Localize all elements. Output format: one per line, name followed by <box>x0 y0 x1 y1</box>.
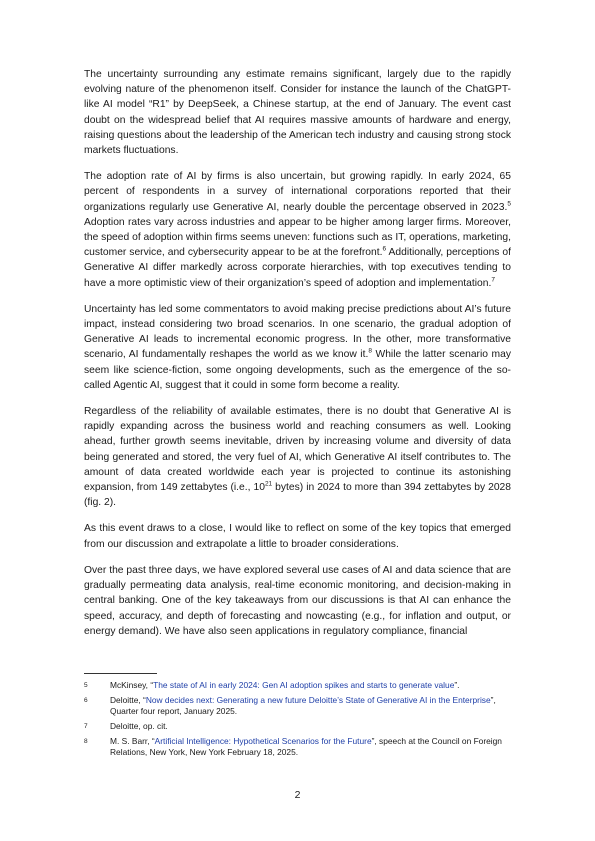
exponent: 21 <box>264 480 273 488</box>
footnote-8 <box>84 736 511 758</box>
footnote-number: 6 <box>84 697 88 704</box>
footnotes <box>84 680 511 762</box>
footnote-6 <box>84 695 511 717</box>
footnote-number: 7 <box>84 723 88 730</box>
paragraph-text: Adoption rates vary across industries and appear to be higher among larger firms. Moreover, the speed of adoption within firms seems uneven: functions such as IT, operations, marketing, customer service, and cybersecurity appear to be at the forefront. <box>84 216 511 259</box>
paragraph-text: Additionally, perceptions of Generative AI differ markedly across corporate hierarchies, with top executives tending to have a more optimistic view of their organization’s speed of adoption and implementation. <box>84 247 511 289</box>
footnote-text <box>110 680 511 691</box>
footnote-ref-6[interactable]: 6 <box>382 245 387 253</box>
footnote-separator <box>84 673 157 674</box>
footnote-7 <box>84 721 511 732</box>
paragraph-scenarios <box>84 302 511 393</box>
footnote-text <box>110 736 511 758</box>
footnote-suffix: ”. <box>454 680 460 690</box>
footnote-text <box>110 721 511 732</box>
page-number: 2 <box>294 789 301 801</box>
paragraph-deepseek: The uncertainty surrounding any estimate remains significant, largely due to the rapidly evolving nature of the phenomenon itself. Consider for instance the launch of the ChatGPT-like AI model “R1” by DeepSeek, a Chinese startup, at the end of January. The event cast doubt on the widespread belief that AI requires massive amounts of hardware and energy, raising questions about the leadership of the American tech industry and causing strong stock markets fluctuations. <box>84 69 511 157</box>
footnote-prefix: M. S. Barr, “ <box>110 736 155 746</box>
footnote-link[interactable]: The state of AI in early 2024: Gen AI adoption spikes and starts to generate value <box>153 680 455 690</box>
paragraph-text: Uncertainty has led some commentators to avoid making precise predictions about AI’s future impact, instead considering two broad scenarios. In one scenario, the gradual adoption of Generative AI leads to incremental economic progress. In the other, more transformative scenario, AI fundamentally reshapes the world as we know it. <box>84 303 511 361</box>
paragraph-adoption-rate <box>84 169 511 291</box>
paragraph-data-growth <box>84 404 511 510</box>
footnote-suffix: ”, Quarter four report, January 2025. <box>110 695 496 716</box>
footnote-link[interactable]: Artificial Intelligence: Hypothetical Scenarios for the Future <box>154 736 372 746</box>
footnote-5 <box>84 680 511 691</box>
footnote-prefix: Deloitte, op. cit. <box>110 721 168 731</box>
footnote-link[interactable]: Now decides next: Generating a new future Deloitte’s State of Generative AI in the Enterprise <box>145 695 491 705</box>
paragraph-text: bytes) in 2024 to more than 394 zettabytes by 2028 (fig. 2). <box>84 482 511 509</box>
paragraph-closing: As this event draws to a close, I would like to reflect on some of the key topics that emerged from our discussion and extrapolate a little to broader considerations. <box>84 523 511 550</box>
paragraph-text: While the latter scenario may seem like science-fiction, some ongoing developments, such as the emergence of the so-called Agentic AI, suggest that it could in some form become a reality. <box>84 349 511 391</box>
footnote-suffix: ”, speech at the Council on Foreign Relations, New York, New York February 18, 2025. <box>110 736 502 757</box>
footnote-number: 5 <box>84 682 88 689</box>
footnote-text <box>110 695 511 717</box>
paragraph-text: The adoption rate of AI by firms is also uncertain, but growing rapidly. In early 2024, 65 percent of respondents in a survey of international corporations reported that their organizations regularly use Generative AI, nearly double the percentage observed in 2023. <box>84 171 511 213</box>
body-text <box>84 67 511 650</box>
footnote-prefix: McKinsey, “ <box>110 680 154 690</box>
footnote-ref-7[interactable]: 7 <box>491 276 495 284</box>
paragraph-text: Regardless of the reliability of available estimates, there is no doubt that Generative AI is rapidly expanding across the business world and reaching consumers as well. Looking ahead, further growth seems inevitable, driven by increasing volume and diversity of data being generated and stored, the very fuel of AI, which Generative AI itself contributes to. The amount of data created worldwide each year is projected to continue its astonishing expansion, from 149 zettabytes (i.e., 10 <box>84 406 511 494</box>
footnote-ref-8[interactable]: 8 <box>368 348 372 356</box>
footnote-ref-5[interactable]: 5 <box>507 200 511 208</box>
paragraph-use-cases: Over the past three days, we have explored several use cases of AI and data science that are gradually permeating data analysis, real-time economic monitoring, and decision-making in central banking. One of the key takeaways from our discussions is that AI can enhance the speed, accuracy, and depth of forecasting and nowcasting (e.g., for inflation and output, or energy demand). We have also seen applications in regulatory compliance, financial <box>84 564 511 637</box>
footnote-prefix: Deloitte, “ <box>110 695 146 705</box>
footnote-number: 8 <box>84 738 88 745</box>
